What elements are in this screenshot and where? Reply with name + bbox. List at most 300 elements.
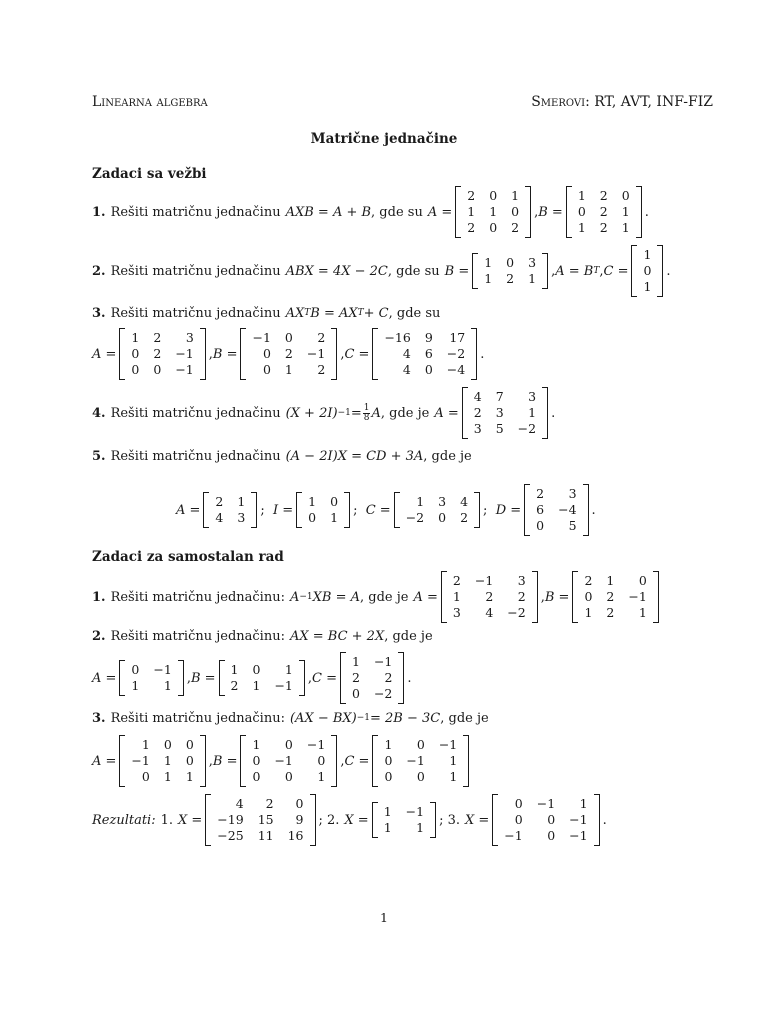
matrix-cell: 3 bbox=[237, 510, 246, 525]
matrix-cell: 1 bbox=[577, 220, 586, 235]
problem-5 bbox=[92, 447, 472, 465]
matrix-cell: 2 bbox=[511, 220, 520, 235]
matrix-cell: 0 bbox=[643, 263, 652, 278]
matrix-cell: 3 bbox=[452, 605, 461, 620]
matrix-cell: 1 bbox=[185, 769, 194, 784]
bracket-right bbox=[251, 492, 257, 528]
matrix-entries bbox=[572, 186, 636, 238]
matrix-cell: 0 bbox=[252, 662, 261, 677]
matrix-cell: 15 bbox=[257, 812, 274, 827]
matrix-cell: −1 bbox=[175, 346, 194, 361]
matrix-cell: 0 bbox=[489, 188, 498, 203]
matrix-entries bbox=[246, 328, 331, 380]
problem-3-matrices: A = 1 2 3 0 2 −1 0 0 −1 , B = −1 0 2 0 2 −1 0 1 2 , C = −16 9 17 4 6 −2 4 0 −4 . bbox=[92, 328, 484, 380]
problem-number: 3. bbox=[92, 710, 106, 726]
matrix-cell: 0 bbox=[384, 753, 393, 768]
matrix-cell: 1 bbox=[237, 494, 246, 509]
matrix-entries bbox=[209, 492, 251, 528]
matrix-cell: 0 bbox=[141, 769, 150, 784]
matrix-entries bbox=[125, 735, 199, 787]
matrix-cell: 0 bbox=[577, 204, 586, 219]
matrix-cell: −2 bbox=[507, 605, 526, 620]
matrix-cell: 1 bbox=[252, 678, 261, 693]
numerator: 1 bbox=[363, 402, 370, 413]
matrix-cell: −1 bbox=[536, 796, 556, 811]
matrix-cell: 2 bbox=[599, 220, 608, 235]
equation: AX = BC + 2X bbox=[289, 628, 385, 644]
connector-text: , gde je bbox=[384, 628, 433, 644]
matrix-B bbox=[240, 735, 337, 787]
matrix-X3 bbox=[492, 794, 599, 846]
bracket-right bbox=[344, 492, 350, 528]
matrix-cell: −1 bbox=[252, 330, 271, 345]
result-number: ; 3. bbox=[439, 812, 461, 828]
matrix-cell: 0 bbox=[638, 573, 647, 588]
matrix-cell: 0 bbox=[131, 362, 140, 377]
matrix-A bbox=[462, 387, 548, 439]
matrix-cell: 0 bbox=[511, 204, 520, 219]
results-label: Rezultati: bbox=[92, 812, 156, 828]
matrix-cell: −1 bbox=[274, 678, 293, 693]
matrix-cell: 4 bbox=[460, 494, 469, 509]
matrix-cell: 2 bbox=[467, 188, 476, 203]
matrix-cell: 1 bbox=[131, 330, 140, 345]
matrix-cell: 2 bbox=[460, 510, 469, 525]
matrix-cell: 0 bbox=[185, 737, 194, 752]
matrix-cell: 2 bbox=[467, 220, 476, 235]
matrix-cell: 0 bbox=[416, 737, 425, 752]
matrix-cell: 3 bbox=[568, 486, 577, 501]
matrix-cell: −1 bbox=[504, 828, 523, 843]
bracket-right bbox=[331, 328, 337, 380]
matrix-X2 bbox=[372, 802, 436, 838]
bracket-right bbox=[430, 802, 436, 838]
page-number: 1 bbox=[380, 910, 388, 925]
matrix-cell: 0 bbox=[330, 494, 339, 509]
results: Rezultati: 1. X = 4 2 0 −19 15 9 −25 11 16 ; 2. X = 1 −1 1 1 ; 3. X = 0 −1 1 0 0 −1 −1 0 −1 . bbox=[92, 794, 607, 846]
problem-text: Rešiti matričnu jednačinu bbox=[110, 305, 281, 321]
matrix-cell: 0 bbox=[284, 769, 293, 784]
section-self-study-heading: Zadaci za samostalan rad bbox=[92, 549, 284, 565]
matrix-cell: −1 bbox=[131, 753, 150, 768]
transpose-relation: A = B bbox=[555, 263, 594, 279]
matrix-entries bbox=[378, 735, 463, 787]
equation: (X + 2I) bbox=[285, 405, 338, 421]
matrix-cell: 2 bbox=[384, 670, 393, 685]
matrix-cell: 2 bbox=[265, 796, 274, 811]
matrix-entries bbox=[400, 492, 474, 528]
matrix-entries bbox=[246, 735, 331, 787]
matrix-cell: 2 bbox=[473, 405, 482, 420]
equation-part: B = AX bbox=[310, 305, 358, 321]
matrix-cell: −1 bbox=[373, 654, 393, 669]
self-problem-2 bbox=[92, 627, 433, 645]
matrix-cell: 1 bbox=[230, 662, 239, 677]
matrix-cell: 0 bbox=[584, 589, 593, 604]
matrix-cell: −4 bbox=[558, 502, 577, 517]
matrix-cell: −16 bbox=[384, 330, 411, 345]
matrix-cell: −2 bbox=[405, 510, 425, 525]
matrix-cell: 1 bbox=[449, 769, 458, 784]
matrix-cell: 1 bbox=[638, 605, 647, 620]
matrix-A bbox=[119, 735, 205, 787]
matrix-cell: 4 bbox=[402, 362, 411, 377]
matrix-cell: 3 bbox=[528, 255, 537, 270]
bracket-right bbox=[331, 735, 337, 787]
matrix-cell: 0 bbox=[262, 346, 271, 361]
matrix-cell: 2 bbox=[517, 589, 526, 604]
matrix-B bbox=[566, 186, 642, 238]
matrix-A bbox=[119, 660, 183, 696]
problem-number: 2. bbox=[92, 628, 106, 644]
matrix-C bbox=[394, 492, 480, 528]
bracket-right bbox=[310, 794, 316, 846]
matrix-entries bbox=[378, 328, 471, 380]
matrix-cell: 1 bbox=[528, 271, 537, 286]
matrix-cell: 1 bbox=[352, 654, 360, 669]
matrix-cell: 1 bbox=[317, 769, 326, 784]
self-problem-3-matrices: A = 1 0 0 −1 1 0 0 1 1 , B = 1 0 −1 0 −1 0 0 0 1 , C = 1 0 −1 0 −1 1 0 0 1 bbox=[92, 735, 472, 787]
matrix-B bbox=[240, 328, 337, 380]
matrix-cell: 1 bbox=[131, 678, 140, 693]
matrix-cell: −4 bbox=[446, 362, 466, 377]
equation: AXB = A + B bbox=[285, 204, 372, 220]
connector-text: , gde su bbox=[388, 305, 441, 321]
matrix-entries bbox=[302, 492, 344, 528]
problem-number: 1. bbox=[92, 204, 106, 220]
connector-text: , gde je bbox=[360, 589, 409, 605]
matrix-cell: 0 bbox=[262, 362, 271, 377]
matrix-cell: 0 bbox=[153, 362, 162, 377]
equation: (AX − BX) bbox=[289, 710, 357, 726]
matrix-cell: 0 bbox=[317, 753, 326, 768]
equation-part: + C bbox=[363, 305, 389, 321]
matrix-cell: −25 bbox=[217, 828, 244, 843]
matrix-cell: 2 bbox=[215, 494, 224, 509]
connector-text: , gde su bbox=[387, 263, 440, 279]
matrix-entries bbox=[468, 387, 542, 439]
bracket-right bbox=[474, 492, 480, 528]
result-number: 1. bbox=[160, 812, 174, 828]
matrix-cell: 0 bbox=[185, 753, 194, 768]
matrix-B bbox=[572, 571, 658, 623]
problem-number: 5. bbox=[92, 448, 106, 464]
matrix-cell: 1 bbox=[606, 573, 615, 588]
matrix-A bbox=[119, 328, 205, 380]
matrix-cell: −1 bbox=[628, 589, 647, 604]
matrix-cell: 1 bbox=[284, 662, 293, 677]
matrix-cell: 0 bbox=[547, 812, 556, 827]
matrix-entries bbox=[478, 253, 542, 289]
matrix-C bbox=[372, 328, 477, 380]
matrix-cell: 0 bbox=[131, 346, 140, 361]
equation-part: A bbox=[371, 405, 381, 421]
matrix-entries bbox=[498, 794, 593, 846]
matrix-cell: 1 bbox=[416, 494, 425, 509]
bracket-right bbox=[299, 660, 305, 696]
problem-text: Rešiti matričnu jednačinu: bbox=[110, 710, 285, 726]
matrix-cell: −1 bbox=[569, 812, 588, 827]
matrix-cell: 2 bbox=[230, 678, 239, 693]
matrix-C bbox=[372, 735, 469, 787]
problem-2: 2. Rešiti matričnu jednačinu ABX = 4X − 2C , gde su B = 1 0 3 1 2 1 , A = B T , C = 1 0 1 . bbox=[92, 246, 671, 296]
matrix-entries bbox=[530, 484, 582, 536]
matrix-entries bbox=[461, 186, 525, 238]
matrix-cell: 1 bbox=[511, 188, 520, 203]
matrix-cell: 16 bbox=[287, 828, 304, 843]
matrix-cell: 2 bbox=[153, 330, 162, 345]
matrix-cell: 3 bbox=[438, 494, 447, 509]
matrix-B bbox=[472, 253, 548, 289]
bracket-right bbox=[653, 571, 659, 623]
matrix-cell: 4 bbox=[402, 346, 411, 361]
matrix-cell: 0 bbox=[284, 737, 293, 752]
exponent: −1 bbox=[299, 592, 313, 602]
matrix-cell: 9 bbox=[295, 812, 304, 827]
matrix-D bbox=[524, 484, 588, 536]
matrix-cell: 6 bbox=[424, 346, 433, 361]
matrix-cell: 4 bbox=[215, 510, 224, 525]
problem-number: 1. bbox=[92, 589, 106, 605]
self-problem-2-matrices: A = 0 −1 1 1 , B = 1 0 1 2 1 −1 , C = 1 −1 2 2 0 −2 . bbox=[92, 652, 412, 704]
bracket-right bbox=[200, 735, 206, 787]
matrix-cell: 1 bbox=[484, 255, 493, 270]
bracket-right bbox=[542, 253, 548, 289]
matrix-cell: 1 bbox=[484, 271, 493, 286]
self-problem-1: 1. Rešiti matričnu jednačinu: A −1 XB = A , gde je A = 2 −1 3 1 2 2 3 4 −2 , B = 2 1 0 0 2 −1 1 2 1 bbox=[92, 571, 662, 623]
matrix-cell: 1 bbox=[163, 769, 172, 784]
matrix-cell: 4 bbox=[235, 796, 244, 811]
equation: ABX = 4X − 2C bbox=[285, 263, 388, 279]
equation-part: XB = A bbox=[312, 589, 360, 605]
problem-number: 3. bbox=[92, 305, 106, 321]
matrix-cell: 1 bbox=[452, 589, 461, 604]
matrix-I bbox=[296, 492, 350, 528]
bracket-right bbox=[542, 387, 548, 439]
matrix-cell: 0 bbox=[352, 686, 360, 701]
exponent: −1 bbox=[337, 408, 351, 418]
matrix-cell: 0 bbox=[163, 737, 172, 752]
equation: (A − 2I)X = CD + 3A bbox=[285, 448, 424, 464]
matrix-cell: 2 bbox=[606, 605, 615, 620]
problem-number: 4. bbox=[92, 405, 106, 421]
matrix-cell: −1 bbox=[406, 753, 425, 768]
problem-1: 1. Rešiti matričnu jednačinu AXB = A + B , gde su A = 2 0 1 1 1 0 2 0 2 , B = 1 2 0 0 2 1 1 2 1 . bbox=[92, 186, 649, 238]
matrix-cell: 1 bbox=[579, 796, 588, 811]
matrix-cell: −1 bbox=[306, 737, 326, 752]
matrix-cell: −2 bbox=[446, 346, 466, 361]
problem-4: 4. Rešiti matričnu jednačinu (X + 2I) −1 = $\frac{1}{8}$ A , gde je A = 4 7 3 2 3 1 3 5 −2 . bbox=[92, 387, 555, 439]
matrix-cell: 7 bbox=[495, 389, 504, 404]
matrix-cell: 1 bbox=[163, 678, 172, 693]
bracket-right bbox=[532, 571, 538, 623]
page-title: Matrične jednačine bbox=[310, 131, 458, 147]
matrix-cell: 1 bbox=[467, 204, 476, 219]
matrix-entries bbox=[447, 571, 532, 623]
connector-text: , gde je bbox=[440, 710, 489, 726]
matrix-cell: 4 bbox=[473, 389, 482, 404]
matrix-entries bbox=[125, 660, 177, 696]
matrix-cell: −1 bbox=[175, 362, 194, 377]
problem-text: Rešiti matričnu jednačinu bbox=[110, 405, 281, 421]
matrix-cell: 1 bbox=[621, 204, 630, 219]
bracket-right bbox=[471, 328, 477, 380]
problem-5-matrices: A = 2 1 4 3 ; I = 1 0 0 1 ; C = 1 3 4 −2 0 2 ; D = 2 3 6 −4 0 5 . bbox=[176, 484, 596, 536]
matrix-cell: 2 bbox=[606, 589, 615, 604]
matrix-cell: 1 bbox=[163, 753, 172, 768]
bracket-right bbox=[636, 186, 642, 238]
matrix-cell: 0 bbox=[536, 518, 545, 533]
matrix-cell: 3 bbox=[185, 330, 194, 345]
denominator: 8 bbox=[363, 412, 370, 423]
matrix-cell: −1 bbox=[153, 662, 172, 677]
fraction bbox=[363, 404, 371, 423]
matrix-cell: 11 bbox=[257, 828, 274, 843]
matrix-cell: 1 bbox=[416, 820, 425, 835]
matrix-cell: 1 bbox=[330, 510, 339, 525]
matrix-C bbox=[340, 652, 404, 704]
self-problem-3 bbox=[92, 709, 489, 727]
problem-3: 3. Rešiti matričnu jednačinu AX T B = AX T + C , gde su bbox=[92, 305, 441, 321]
matrix-cell: −2 bbox=[373, 686, 393, 701]
bracket-right bbox=[398, 652, 404, 704]
bracket-right bbox=[200, 328, 206, 380]
matrix-cell: 3 bbox=[517, 573, 526, 588]
matrix-cell: −2 bbox=[517, 421, 537, 436]
matrix-cell: 2 bbox=[452, 573, 461, 588]
matrix-cell: 5 bbox=[495, 421, 504, 436]
matrix-cell: 2 bbox=[584, 573, 593, 588]
matrix-cell: 0 bbox=[547, 828, 556, 843]
matrix-cell: 1 bbox=[577, 188, 586, 203]
matrix-cell: 1 bbox=[621, 220, 630, 235]
matrix-cell: 1 bbox=[643, 247, 652, 262]
matrix-A bbox=[203, 492, 257, 528]
matrix-cell: 2 bbox=[536, 486, 545, 501]
matrix-cell: 4 bbox=[485, 605, 494, 620]
matrix-cell: 3 bbox=[473, 421, 482, 436]
matrix-cell: 0 bbox=[621, 188, 630, 203]
result-number: ; 2. bbox=[318, 812, 340, 828]
matrix-cell: 3 bbox=[528, 389, 537, 404]
matrix-cell: 0 bbox=[295, 796, 304, 811]
matrix-cell: 0 bbox=[514, 812, 523, 827]
matrix-cell: 1 bbox=[384, 737, 393, 752]
matrix-cell: −19 bbox=[217, 812, 244, 827]
matrix-cell: −1 bbox=[569, 828, 588, 843]
matrix-cell: 1 bbox=[308, 494, 317, 509]
matrix-cell: 17 bbox=[449, 330, 466, 345]
matrix-cell: 2 bbox=[506, 271, 515, 286]
matrix-cell: 2 bbox=[317, 330, 326, 345]
matrix-C bbox=[631, 245, 663, 297]
equation: AX bbox=[285, 305, 305, 321]
matrix-cell: −1 bbox=[405, 804, 425, 819]
matrix-cell: 1 bbox=[489, 204, 498, 219]
matrix-cell: 0 bbox=[489, 220, 498, 235]
problem-text: Rešiti matričnu jednačinu: bbox=[110, 628, 285, 644]
problem-text: Rešiti matričnu jednačinu bbox=[110, 263, 281, 279]
matrix-cell: 0 bbox=[131, 662, 140, 677]
bracket-right bbox=[525, 186, 531, 238]
bracket-right bbox=[178, 660, 184, 696]
matrix-entries bbox=[211, 794, 309, 846]
course-title: Linearna algebra bbox=[92, 94, 208, 110]
matrix-cell: 0 bbox=[384, 769, 393, 784]
matrix-entries bbox=[578, 571, 652, 623]
matrix-cell: 0 bbox=[252, 769, 261, 784]
matrix-cell: 0 bbox=[308, 510, 317, 525]
matrix-cell: 1 bbox=[383, 820, 392, 835]
matrix-cell: 5 bbox=[568, 518, 577, 533]
bracket-right bbox=[657, 245, 663, 297]
matrix-entries bbox=[125, 328, 199, 380]
matrix-cell: −1 bbox=[274, 753, 293, 768]
matrix-cell: 1 bbox=[528, 405, 537, 420]
connector-text: , gde je bbox=[380, 405, 430, 421]
connector-text: , gde je bbox=[423, 448, 472, 464]
matrix-cell: 2 bbox=[284, 346, 293, 361]
matrix-cell: −1 bbox=[474, 573, 494, 588]
exponent: −1 bbox=[356, 713, 371, 723]
matrix-cell: 0 bbox=[284, 330, 293, 345]
matrix-cell: −1 bbox=[306, 346, 326, 361]
matrix-cell: 1 bbox=[383, 804, 392, 819]
matrix-B bbox=[219, 660, 305, 696]
matrix-A bbox=[441, 571, 538, 623]
matrix-cell: 0 bbox=[438, 510, 447, 525]
matrix-cell: 0 bbox=[252, 753, 261, 768]
matrix-cell: 1 bbox=[141, 737, 150, 752]
bracket-right bbox=[463, 735, 469, 787]
matrix-cell: 1 bbox=[643, 279, 652, 294]
matrix-cell: 1 bbox=[584, 605, 593, 620]
matrix-cell: 1 bbox=[449, 753, 458, 768]
problem-text: Rešiti matričnu jednačinu: bbox=[110, 589, 285, 605]
matrix-cell: 2 bbox=[352, 670, 360, 685]
matrix-X1 bbox=[205, 794, 315, 846]
equation-part: = 2B − 3C bbox=[370, 710, 441, 726]
matrix-entries bbox=[225, 660, 299, 696]
problem-number: 2. bbox=[92, 263, 106, 279]
matrix-cell: 0 bbox=[514, 796, 523, 811]
problem-text: Rešiti matričnu jednačinu bbox=[110, 204, 281, 220]
matrix-cell: 0 bbox=[506, 255, 515, 270]
bracket-right bbox=[583, 484, 589, 536]
matrix-cell: 2 bbox=[599, 188, 608, 203]
matrix-cell: −1 bbox=[438, 737, 458, 752]
matrix-cell: 3 bbox=[495, 405, 504, 420]
matrix-cell: 0 bbox=[416, 769, 425, 784]
matrix-cell: 2 bbox=[153, 346, 162, 361]
matrix-cell: 1 bbox=[252, 737, 261, 752]
matrix-cell: 6 bbox=[536, 502, 545, 517]
study-programs: Smerovi: RT, AVT, INF-FIZ bbox=[531, 94, 713, 110]
equation-part: = bbox=[350, 405, 362, 421]
matrix-cell: 2 bbox=[317, 362, 326, 377]
section-exercises-heading: Zadaci sa vežbi bbox=[92, 166, 207, 182]
matrix-cell: 2 bbox=[485, 589, 494, 604]
matrix-cell: 1 bbox=[284, 362, 293, 377]
matrix-cell: 9 bbox=[424, 330, 433, 345]
matrix-entries bbox=[637, 245, 657, 297]
matrix-entries bbox=[378, 802, 430, 838]
matrix-cell: 2 bbox=[599, 204, 608, 219]
problem-text: Rešiti matričnu jednačinu bbox=[110, 448, 281, 464]
equation: A bbox=[289, 589, 300, 605]
bracket-right bbox=[594, 794, 600, 846]
matrix-A bbox=[455, 186, 531, 238]
